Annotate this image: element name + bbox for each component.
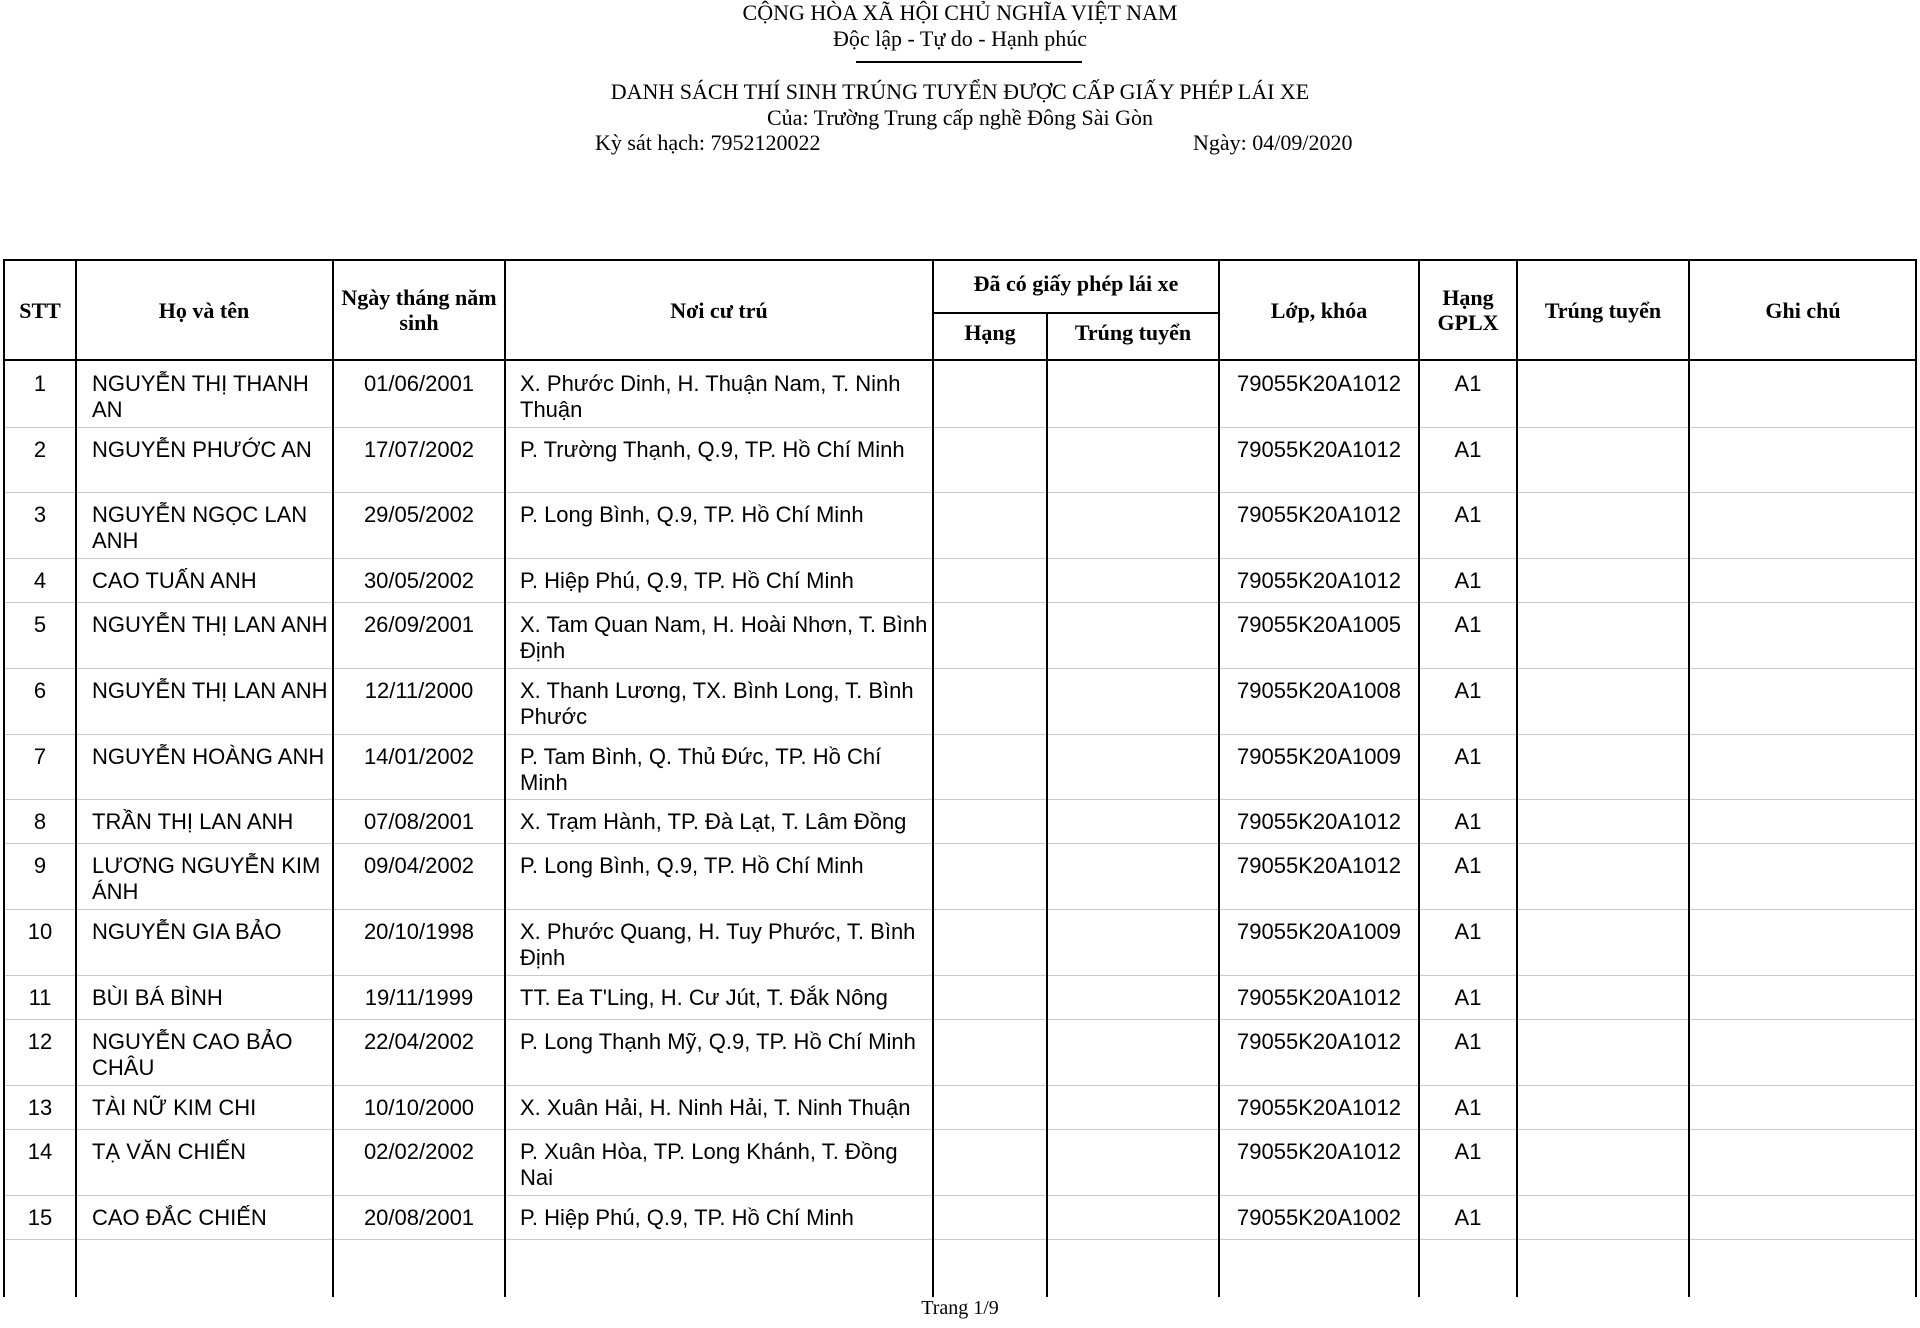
cell-stt: 10 [27,919,53,944]
cell-stt: 8 [33,809,47,834]
row-separator [4,1129,1915,1130]
row-separator [4,799,1915,800]
subheader-divider [933,312,1218,314]
table-left-border [3,259,5,1297]
cell-course: 79055K20A1012 [1237,1139,1401,1164]
cell-dob: 10/10/2000 [363,1095,475,1120]
cell-name: NGUYỄN GIA BẢO [92,919,282,944]
cell-address: X. Phước Quang, H. Tuy Phước, T. Bình Định [520,919,916,970]
page-number: Trang 1/9 [921,1297,999,1319]
cell-name: CAO ĐẮC CHIẾN [92,1205,267,1230]
cell-address: P. Long Bình, Q.9, TP. Hồ Chí Minh [520,853,864,878]
row-separator [4,427,1915,428]
cell-class: A1 [1454,371,1482,396]
cell-class: A1 [1454,853,1482,878]
cell-dob: 02/02/2002 [363,1139,475,1164]
cell-stt: 13 [27,1095,53,1120]
cell-name: NGUYỄN CAO BẢO CHÂU [92,1029,293,1080]
cell-stt: 6 [33,678,47,703]
cell-name: NGUYỄN THỊ LAN ANH [92,612,328,637]
cell-dob: 20/10/1998 [363,919,475,944]
cell-class: A1 [1454,919,1482,944]
cell-class: A1 [1454,612,1482,637]
cell-dob: 17/07/2002 [363,437,475,462]
cell-class: A1 [1454,809,1482,834]
cell-name: NGUYỄN PHƯỚC AN [92,437,312,462]
row-separator [4,668,1915,669]
col-header-license-class: Hạng GPLX [1437,285,1499,335]
row-separator [4,975,1915,976]
cell-stt: 2 [33,437,47,462]
cell-dob: 09/04/2002 [363,853,475,878]
cell-dob: 19/11/1999 [364,985,474,1010]
cell-name: TẠ VĂN CHIẾN [92,1139,247,1164]
cell-stt: 5 [33,612,47,637]
col-header-existing-pass: Trúng tuyển [1074,319,1192,345]
row-separator [4,1019,1915,1020]
cell-course: 79055K20A1005 [1237,612,1401,637]
cell-stt: 11 [28,985,52,1010]
cell-dob: 14/01/2002 [363,744,475,769]
col-header-existing-license: Đã có giấy phép lái xe [973,270,1179,296]
cell-name: BÙI BÁ BÌNH [92,985,223,1010]
cell-dob: 07/08/2001 [363,809,475,834]
cell-address: X. Thanh Lương, TX. Bình Long, T. Bình Phước [520,678,914,729]
table-right-border [1915,259,1917,1297]
cell-course: 79055K20A1012 [1237,502,1401,527]
cell-dob: 01/06/2001 [363,371,475,396]
cell-stt: 14 [27,1139,53,1164]
row-separator [4,602,1915,603]
row-separator [4,558,1915,559]
cell-course: 79055K20A1012 [1237,853,1401,878]
cell-class: A1 [1454,985,1482,1010]
cell-dob: 12/11/2000 [364,678,474,703]
cell-stt: 9 [33,853,47,878]
col-header-name: Họ và tên [158,297,250,323]
cell-address: X. Trạm Hành, TP. Đà Lạt, T. Lâm Đồng [520,809,907,834]
cell-course: 79055K20A1012 [1237,371,1401,396]
col-header-dob: Ngày tháng năm sinh [341,285,497,335]
cell-course: 79055K20A1009 [1237,744,1401,769]
cell-address: X. Xuân Hải, H. Ninh Hải, T. Ninh Thuận [520,1095,911,1120]
cell-course: 79055K20A1012 [1237,985,1401,1010]
cell-class: A1 [1454,437,1482,462]
row-separator [4,1195,1915,1196]
cell-stt: 12 [27,1029,53,1054]
national-motto: Độc lập - Tự do - Hạnh phúc [832,26,1088,51]
cell-name: NGUYỄN THỊ THANH AN [92,371,309,422]
table-top-border [3,259,1916,261]
col-divider [1418,259,1420,1297]
cell-dob: 30/05/2002 [363,568,475,593]
cell-name: TÀI NỮ KIM CHI [92,1095,257,1120]
col-divider [504,259,506,1297]
row-separator [4,1085,1915,1086]
cell-name: CAO TUẤN ANH [92,568,257,593]
col-header-address: Nơi cư trú [670,297,768,323]
exam-period: Kỳ sát hạch: 7952120022 [595,130,821,155]
header-bottom-border [3,359,1916,361]
cell-address: X. Phước Dinh, H. Thuận Nam, T. Ninh Thuận [520,371,901,422]
cell-course: 79055K20A1002 [1237,1205,1401,1230]
col-header-existing-class: Hạng [964,319,1016,345]
cell-course: 79055K20A1008 [1237,678,1401,703]
col-header-stt: STT [19,297,61,323]
cell-dob: 20/08/2001 [363,1205,475,1230]
col-divider [75,259,77,1297]
col-divider [1046,312,1048,1297]
cell-course: 79055K20A1012 [1237,1095,1401,1120]
cell-class: A1 [1454,1095,1482,1120]
col-divider [1688,259,1690,1297]
row-separator [4,909,1915,910]
cell-name: LƯƠNG NGUYỄN KIM ÁNH [92,853,321,904]
cell-name: TRẦN THỊ LAN ANH [92,809,294,834]
col-divider [1516,259,1518,1297]
cell-stt: 15 [27,1205,53,1230]
cell-stt: 7 [33,744,47,769]
cell-name: NGUYỄN HOÀNG ANH [92,744,325,769]
cell-stt: 4 [33,568,47,593]
cell-name: NGUYỄN NGỌC LAN ANH [92,502,308,553]
cell-address: P. Tam Bình, Q. Thủ Đức, TP. Hồ Chí Minh [520,744,882,795]
cell-address: TT. Ea T'Ling, H. Cư Jút, T. Đắk Nông [520,985,888,1010]
cell-dob: 29/05/2002 [363,502,475,527]
cell-stt: 3 [33,502,47,527]
col-divider [332,259,334,1297]
col-header-pass: Trúng tuyển [1544,297,1662,323]
col-divider [1218,259,1220,1297]
col-header-class-course: Lớp, khóa [1270,297,1368,323]
cell-class: A1 [1454,568,1482,593]
document-title: DANH SÁCH THÍ SINH TRÚNG TUYỂN ĐƯỢC CẤP GIẤY PHÉP LÁI XE [610,79,1310,104]
cell-stt: 1 [33,371,47,396]
cell-course: 79055K20A1012 [1237,437,1401,462]
school-name: Của: Trường Trung cấp nghề Đông Sài Gòn [767,105,1153,130]
col-divider [932,259,934,1297]
cell-address: P. Hiệp Phú, Q.9, TP. Hồ Chí Minh [520,1205,854,1230]
cell-address: P. Long Bình, Q.9, TP. Hồ Chí Minh [520,502,864,527]
cell-dob: 22/04/2002 [363,1029,475,1054]
cell-class: A1 [1454,1029,1482,1054]
country-name: CỘNG HÒA XÃ HỘI CHỦ NGHĨA VIỆT NAM [742,0,1178,25]
cell-address: X. Tam Quan Nam, H. Hoài Nhơn, T. Bình Định [520,612,928,663]
row-separator [4,734,1915,735]
cell-class: A1 [1454,1205,1482,1230]
cell-course: 79055K20A1012 [1237,809,1401,834]
cell-address: P. Hiệp Phú, Q.9, TP. Hồ Chí Minh [520,568,854,593]
exam-date: Ngày: 04/09/2020 [1193,130,1353,155]
cell-address: P. Trường Thạnh, Q.9, TP. Hồ Chí Minh [520,437,905,462]
cell-course: 79055K20A1012 [1237,568,1401,593]
cell-name: NGUYỄN THỊ LAN ANH [92,678,328,703]
cell-address: P. Xuân Hòa, TP. Long Khánh, T. Đồng Nai [520,1139,898,1190]
row-separator [4,492,1915,493]
cell-class: A1 [1454,744,1482,769]
cell-dob: 26/09/2001 [363,612,475,637]
col-header-note: Ghi chú [1765,297,1841,323]
row-separator [4,843,1915,844]
row-separator [4,1239,1915,1240]
cell-course: 79055K20A1012 [1237,1029,1401,1054]
cell-class: A1 [1454,502,1482,527]
cell-address: P. Long Thạnh Mỹ, Q.9, TP. Hồ Chí Minh [520,1029,916,1054]
cell-class: A1 [1454,1139,1482,1164]
cell-course: 79055K20A1009 [1237,919,1401,944]
cell-class: A1 [1454,678,1482,703]
